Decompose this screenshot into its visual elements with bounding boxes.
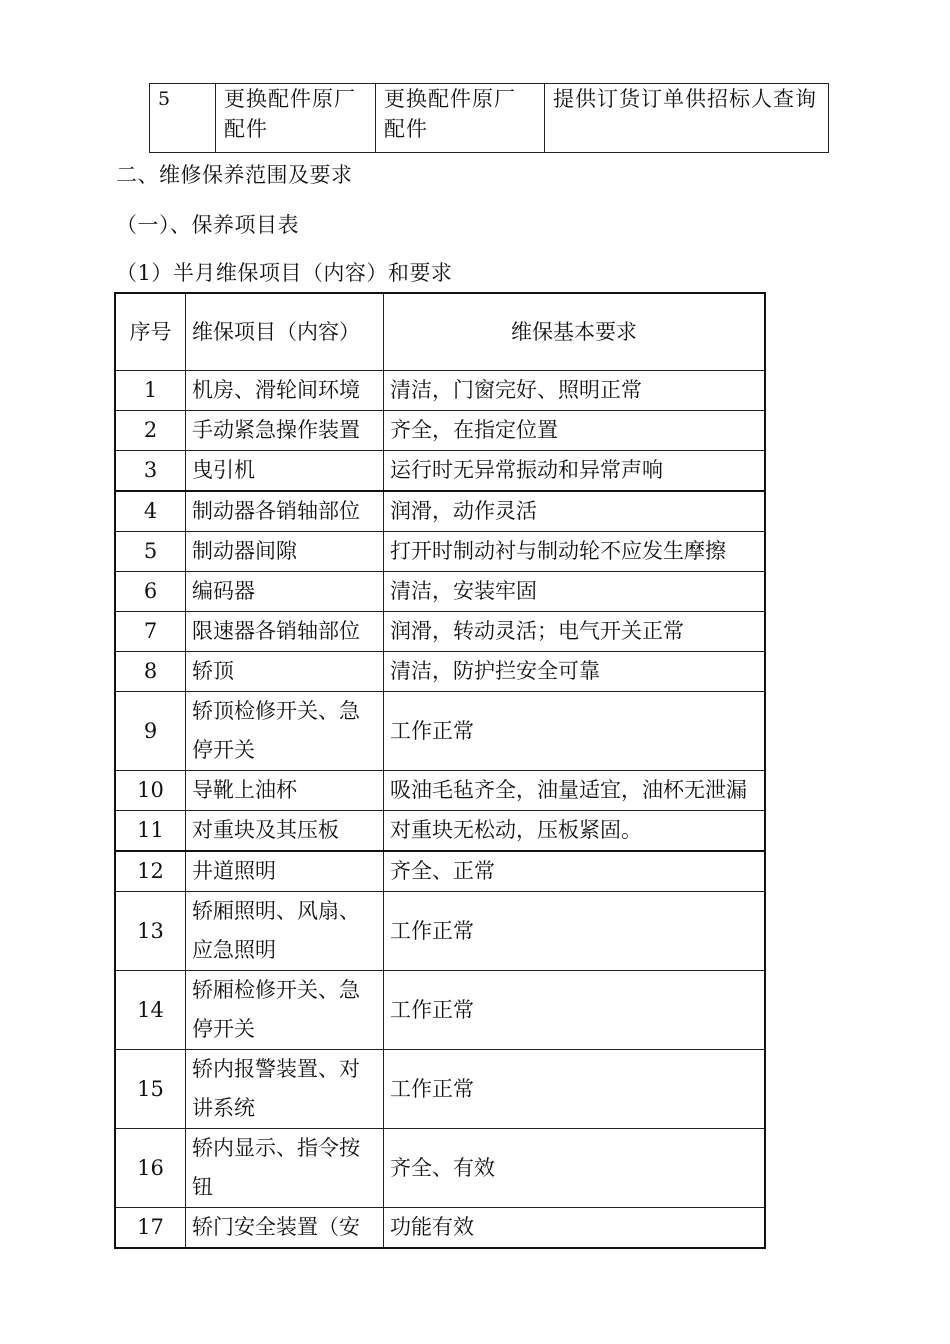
table-row [115, 491, 765, 532]
table-row [115, 612, 765, 652]
maintenance-items-table [114, 292, 766, 1249]
table-row [115, 1208, 765, 1249]
table-row [115, 692, 765, 771]
row-requirement: 润滑，动作灵活 [384, 491, 766, 532]
row-requirement: 打开时制动衬与制动轮不应发生摩擦 [384, 532, 766, 572]
row-index: 2 [115, 411, 186, 451]
previous-table-fragment [149, 83, 829, 153]
row-requirement: 工作正常 [384, 1050, 766, 1129]
row-index: 13 [115, 892, 186, 971]
cell-item: 更换配件原厂配件 [216, 84, 376, 153]
row-requirement: 对重块无松动，压板紧固。 [384, 811, 766, 852]
row-requirement: 功能有效 [384, 1208, 766, 1249]
row-item: 轿门安全装置（安 [186, 1208, 384, 1249]
subsection-heading: （一）、保养项目表 [116, 213, 299, 237]
row-index: 1 [115, 371, 186, 411]
row-requirement: 工作正常 [384, 971, 766, 1050]
row-index: 5 [115, 532, 186, 572]
table-row [115, 1050, 765, 1129]
row-index: 15 [115, 1050, 186, 1129]
row-index: 11 [115, 811, 186, 852]
row-index: 4 [115, 491, 186, 532]
row-item: 轿厢检修开关、急停开关 [186, 971, 384, 1050]
row-index: 3 [115, 451, 186, 492]
row-index: 14 [115, 971, 186, 1050]
row-item: 编码器 [186, 572, 384, 612]
row-requirement: 工作正常 [384, 892, 766, 971]
row-index: 17 [115, 1208, 186, 1249]
section-heading: 二、维修保养范围及要求 [116, 163, 353, 187]
row-item: 导靴上油杯 [186, 771, 384, 811]
cell-item: 更换配件原厂配件 [376, 84, 545, 153]
row-item: 轿内报警装置、对讲系统 [186, 1050, 384, 1129]
header-item: 维保项目（内容） [186, 293, 384, 371]
row-requirement: 齐全、有效 [384, 1129, 766, 1208]
row-requirement: 清洁，安装牢固 [384, 572, 766, 612]
row-index: 7 [115, 612, 186, 652]
row-item: 轿顶检修开关、急停开关 [186, 692, 384, 771]
table-row [115, 771, 765, 811]
header-requirement: 维保基本要求 [384, 293, 766, 371]
row-requirement: 工作正常 [384, 692, 766, 771]
cell-note: 提供订货订单供招标人查询 [545, 84, 829, 153]
table-row [115, 892, 765, 971]
row-index: 8 [115, 652, 186, 692]
row-index: 6 [115, 572, 186, 612]
row-item: 手动紧急操作装置 [186, 411, 384, 451]
table-row [115, 652, 765, 692]
row-item: 轿顶 [186, 652, 384, 692]
table-row [115, 371, 765, 411]
table-row [115, 572, 765, 612]
table-row [115, 811, 765, 852]
cell-index: 5 [150, 84, 216, 153]
row-requirement: 吸油毛毡齐全，油量适宜，油杯无泄漏 [384, 771, 766, 811]
row-requirement: 清洁，门窗完好、照明正常 [384, 371, 766, 411]
row-item: 井道照明 [186, 851, 384, 892]
table-row [115, 971, 765, 1050]
row-item: 制动器间隙 [186, 532, 384, 572]
header-index: 序号 [115, 293, 186, 371]
row-item: 曳引机 [186, 451, 384, 492]
row-index: 16 [115, 1129, 186, 1208]
table-row [115, 411, 765, 451]
row-requirement: 清洁，防护拦安全可靠 [384, 652, 766, 692]
row-item: 机房、滑轮间环境 [186, 371, 384, 411]
row-item: 轿厢照明、风扇、应急照明 [186, 892, 384, 971]
table-row [150, 84, 829, 153]
table-title: （1）半月维保项目（内容）和要求 [116, 261, 453, 285]
row-item: 轿内显示、指令按钮 [186, 1129, 384, 1208]
table-row [115, 851, 765, 892]
table-row [115, 451, 765, 492]
row-index: 10 [115, 771, 186, 811]
row-item: 制动器各销轴部位 [186, 491, 384, 532]
table-row [115, 532, 765, 572]
table-row [115, 1129, 765, 1208]
row-index: 12 [115, 851, 186, 892]
row-item: 限速器各销轴部位 [186, 612, 384, 652]
row-requirement: 运行时无异常振动和异常声响 [384, 451, 766, 492]
row-requirement: 齐全、正常 [384, 851, 766, 892]
row-item: 对重块及其压板 [186, 811, 384, 852]
row-requirement: 润滑，转动灵活；电气开关正常 [384, 612, 766, 652]
row-index: 9 [115, 692, 186, 771]
row-requirement: 齐全，在指定位置 [384, 411, 766, 451]
table-header-row [115, 293, 765, 371]
